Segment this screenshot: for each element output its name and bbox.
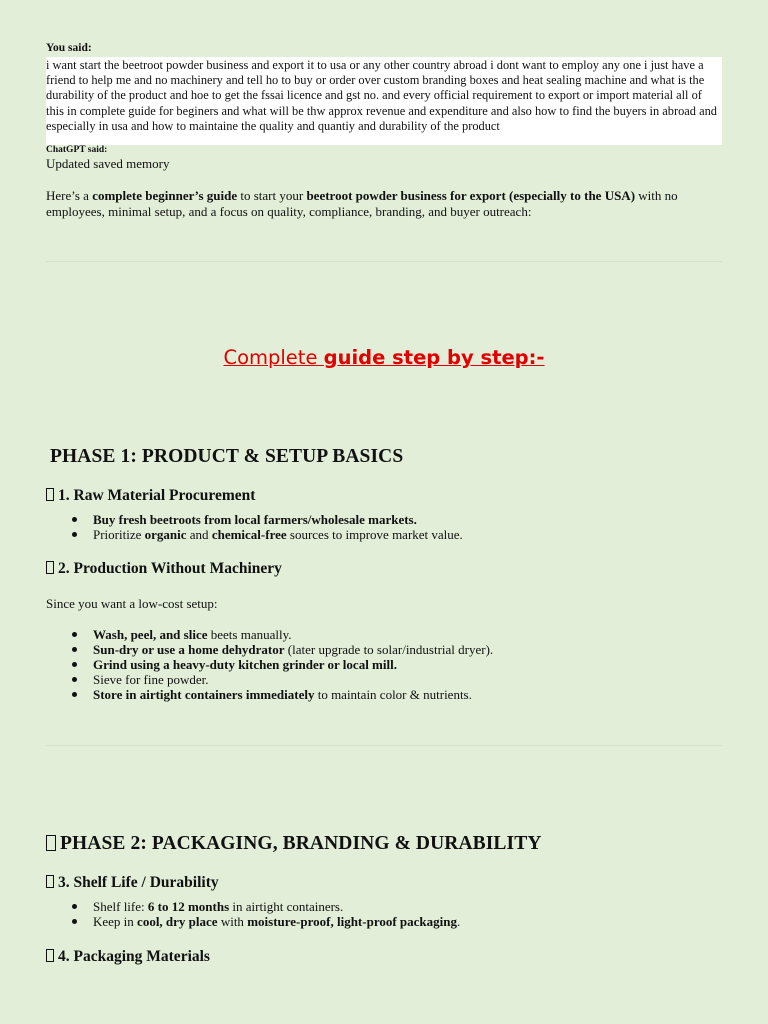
list-item: Store in airtight containers immediately to maintain color & nutrients. — [46, 687, 493, 702]
missing-glyph-icon — [46, 488, 54, 501]
chatgpt-said-label: ChatGPT said: — [46, 145, 108, 155]
intro-paragraph: Here’s a complete beginner’s guide to start your beetroot powder business for export (especially to the USA) with no employees, minimal setup, and a focus on quality, compliance, branding, and buyer outreach: — [46, 188, 678, 219]
section2-list — [46, 627, 493, 702]
you-said-label: You said: — [46, 42, 92, 54]
missing-glyph-icon — [46, 561, 54, 574]
divider — [46, 745, 722, 746]
divider — [46, 261, 722, 262]
phase2-heading: PHASE 2: PACKAGING, BRANDING & DURABILITY — [46, 833, 542, 855]
section3-list — [46, 899, 460, 929]
guide-title: Complete guide step by step:- — [223, 346, 545, 369]
list-item: Keep in cool, dry place with moisture-proof, light-proof packaging. — [46, 914, 460, 929]
missing-glyph-icon — [46, 949, 54, 962]
list-item: Wash, peel, and slice beets manually. — [46, 627, 493, 642]
missing-glyph-icon — [46, 835, 56, 851]
section2-heading: 2. Production Without Machinery — [46, 560, 282, 578]
list-item: Sun-dry or use a home dehydrator (later upgrade to solar/industrial dryer). — [46, 642, 493, 657]
missing-glyph-icon — [46, 875, 54, 888]
list-item: Prioritize organic and chemical-free sources to improve market value. — [46, 527, 463, 542]
memory-note: Updated saved memory — [46, 156, 170, 171]
list-item: Buy fresh beetroots from local farmers/wholesale markets. — [46, 512, 463, 527]
section1-list — [46, 512, 463, 542]
section3-heading: 3. Shelf Life / Durability — [46, 874, 219, 892]
section2-lead: Since you want a low-cost setup: — [46, 596, 218, 611]
list-item: Sieve for fine powder. — [46, 672, 493, 687]
list-item: Grind using a heavy-duty kitchen grinder or local mill. — [46, 657, 493, 672]
section1-heading: 1. Raw Material Procurement — [46, 487, 255, 505]
phase1-heading: PHASE 1: PRODUCT & SETUP BASICS — [50, 446, 404, 467]
section4-heading: 4. Packaging Materials — [46, 948, 210, 966]
list-item: Shelf life: 6 to 12 months in airtight containers. — [46, 899, 460, 914]
user-message: i want start the beetroot powder business and export it to usa or any other country abroad i dont want to employ any one i just have a friend to help me and no machinery and tell ho to buy or order over custom branding boxes and heat sealing machine and what is the durability of the product and hoe to get the fssai licence and gst no. and every official requirement to export or import material all of this in complete guide for beginers and what will be thw approx revenue and expenditure and also how to find the buyers in abroad and especially in usa and how to maintaine the quality and quantiy and durability of the product — [46, 57, 722, 145]
